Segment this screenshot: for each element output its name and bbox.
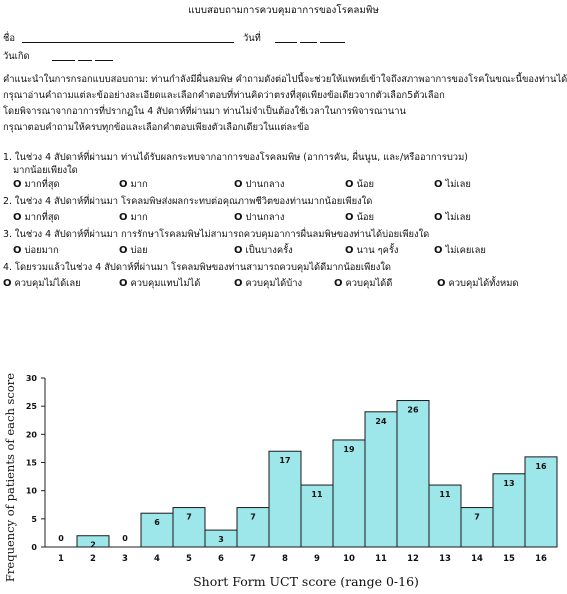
q1-option-5[interactable]: O ไม่เลย — [434, 179, 471, 190]
dob-year-field[interactable] — [95, 60, 113, 61]
name-label: ชื่อ — [3, 33, 15, 44]
x-tick-label: 12 — [407, 554, 419, 564]
x-tick-label: 16 — [535, 554, 547, 564]
x-tick-label: 14 — [471, 554, 483, 564]
date-day-field[interactable] — [275, 42, 297, 43]
q2-option-1[interactable]: O มากที่สุด — [13, 212, 60, 223]
x-tick-label: 13 — [439, 554, 451, 564]
date-month-field[interactable] — [300, 42, 317, 43]
x-tick-label: 6 — [218, 554, 224, 564]
bar-data-label: 11 — [311, 490, 323, 500]
bar-data-label: 6 — [154, 518, 160, 528]
y-axis-title: Frequency of patients of each score — [3, 372, 17, 583]
instruction-line: โดยพิจารณาจากอาการที่ปรากฏใน 4 สัปดาห์ที่ผ่านมา ท่านไม่จำเป็นต้องใช้เวลาในการพิจารณานาน — [3, 106, 406, 117]
x-tick-label: 2 — [90, 554, 96, 564]
q2-option-4[interactable]: O น้อย — [345, 212, 375, 223]
x-tick-label: 10 — [343, 554, 355, 564]
x-tick-label: 11 — [375, 554, 387, 564]
q4-option-3[interactable]: O ควบคุมได้บ้าง — [234, 278, 303, 289]
question-1-text-cont: มากน้อยเพียงใด — [13, 165, 78, 176]
dob-day-field[interactable] — [52, 60, 75, 61]
q3-option-4[interactable]: O นาน ๆครั้ง — [345, 245, 399, 256]
bar-data-label: 26 — [407, 405, 419, 415]
q3-option-3[interactable]: O เป็นบางครั้ง — [234, 245, 293, 256]
bar-data-label: 24 — [375, 416, 387, 426]
bar — [397, 401, 429, 547]
q1-option-3[interactable]: O ปานกลาง — [234, 179, 285, 190]
name-field[interactable] — [22, 42, 234, 43]
y-tick-label: 20 — [25, 430, 37, 440]
bar-data-label: 13 — [503, 478, 515, 488]
date-year-field[interactable] — [320, 42, 345, 43]
dob-month-field[interactable] — [78, 60, 92, 61]
q3-option-1[interactable]: O บ่อยมาก — [13, 245, 59, 256]
q4-option-4[interactable]: O ควบคุมได้ดี — [334, 278, 393, 289]
question-2-text: 2. ในช่วง 4 สัปดาห์ที่ผ่านมา โรคลมพิษส่งผลกระทบต่อคุณภาพชีวิตของท่านมากน้อยเพียงใด — [3, 196, 373, 207]
question-1-text: 1. ในช่วง 4 สัปดาห์ที่ผ่านมา ท่านได้รับผลกระทบจากอาการของโรคลมพิษ (อาการคัน, ผื่นนูน, และ/หรืออาการบวม) — [3, 152, 468, 163]
bar-data-label: 17 — [279, 456, 291, 466]
y-tick-label: 5 — [31, 514, 37, 524]
date-label: วันที่ — [243, 33, 261, 44]
q3-option-2[interactable]: O บ่อย — [119, 245, 148, 256]
bar-data-label: 2 — [90, 540, 96, 550]
chart-canvas — [0, 360, 567, 594]
q4-option-1[interactable]: O ควบคุมไม่ได้เลย — [3, 278, 81, 289]
bar-data-label: 7 — [250, 512, 256, 522]
question-3-text: 3. ในช่วง 4 สัปดาห์ที่ผ่านมา การรักษาโรคลมพิษไม่สามารถควบคุมอาการผื่นลมพิษของท่านได้บ่อยเพียงใด — [3, 229, 430, 240]
x-axis-title: Short Form UCT score (range 0-16) — [193, 574, 419, 589]
q1-option-1[interactable]: O มากที่สุด — [13, 179, 60, 190]
instruction-line: กรุณาตอบคำถามให้ครบทุกข้อและเลือกคำตอบเพียงตัวเลือกเดียวในแต่ละข้อ — [3, 122, 310, 133]
bar-data-label: 11 — [439, 490, 451, 500]
y-tick-label: 15 — [25, 458, 37, 468]
bar-data-label: 19 — [343, 444, 355, 454]
score-distribution-chart — [0, 360, 567, 594]
y-tick-label: 30 — [25, 374, 37, 383]
bar — [269, 451, 301, 547]
x-tick-label: 15 — [503, 554, 515, 564]
bar-data-label: 16 — [535, 461, 547, 471]
bar-data-label: 7 — [474, 512, 480, 522]
x-tick-label: 1 — [58, 554, 64, 564]
bar-data-label: 0 — [122, 534, 128, 543]
bar-data-label: 0 — [58, 534, 64, 543]
bar-data-label: 7 — [186, 512, 192, 522]
x-tick-label: 8 — [282, 554, 288, 564]
x-tick-label: 7 — [250, 554, 256, 564]
bar — [333, 440, 365, 547]
q3-option-5[interactable]: O ไม่เคยเลย — [434, 245, 486, 256]
q2-option-2[interactable]: O มาก — [119, 212, 148, 223]
y-tick-label: 0 — [31, 543, 37, 552]
x-tick-label: 5 — [186, 554, 192, 564]
dob-label: วันเกิด — [3, 51, 30, 62]
y-tick-label: 25 — [25, 402, 37, 412]
x-tick-label: 3 — [122, 554, 128, 564]
x-tick-label: 4 — [154, 554, 160, 564]
bar — [365, 412, 397, 547]
q1-option-2[interactable]: O มาก — [119, 179, 148, 190]
q4-option-2[interactable]: O ควบคุมแทบไม่ได้ — [119, 278, 201, 289]
q4-option-5[interactable]: O ควบคุมได้ทั้งหมด — [437, 278, 519, 289]
question-4-text: 4. โดยรวมแล้วในช่วง 4 สัปดาห์ที่ผ่านมา โรคลมพิษของท่านสามารถควบคุมได้ดีมากน้อยเพียงใด — [3, 262, 392, 273]
x-tick-label: 9 — [314, 554, 320, 564]
q1-option-4[interactable]: O น้อย — [345, 179, 375, 190]
y-tick-label: 10 — [25, 486, 37, 496]
instruction-line: กรุณาอ่านคำถามแต่ละข้ออย่างละเอียดและเลือกคำตอบที่ท่านคิดว่าตรงที่สุดเพียงข้อเดียวจากตัวเลือก5ตัวเลือก — [3, 90, 445, 101]
q2-option-5[interactable]: O ไม่เลย — [434, 212, 471, 223]
q2-option-3[interactable]: O ปานกลาง — [234, 212, 285, 223]
bar-data-label: 3 — [218, 535, 224, 545]
form-title: แบบสอบถามการควบคุมอาการของโรคลมพิษ — [188, 5, 379, 16]
instruction-line: คำแนะนำในการกรอกแบบสอบถาม: ท่านกำลังมีผื่นลมพิษ คำถามดังต่อไปนี้จะช่วยให้แพทย์เข้าใจถึงสภาพอาการของโรคในขณะนี้ของท่านได้ — [3, 74, 567, 85]
